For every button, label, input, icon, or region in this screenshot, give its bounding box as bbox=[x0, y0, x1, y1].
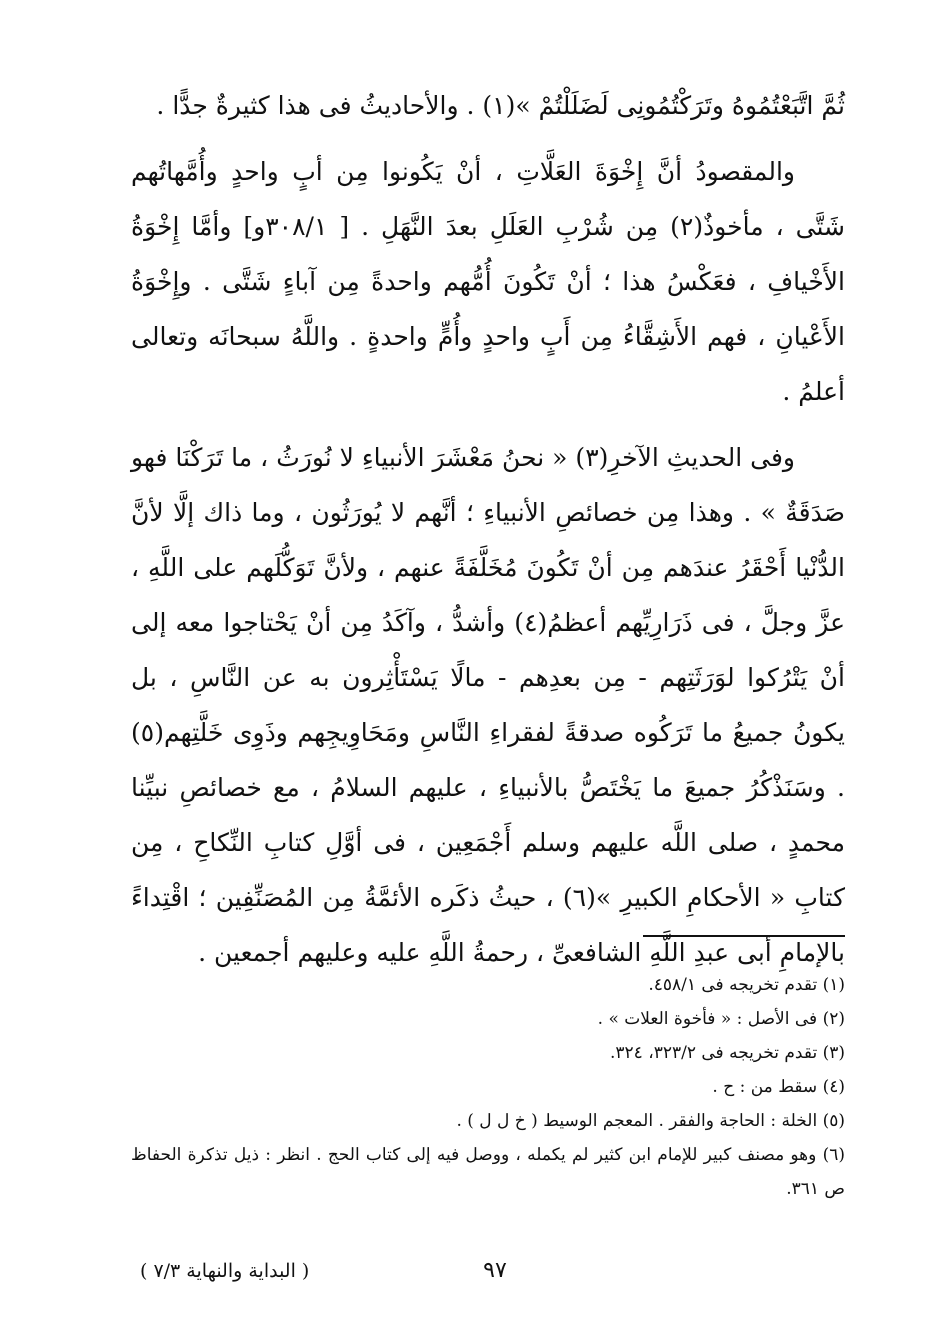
footnote-1: (١) تقدم تخريجه فى ٤٥٨/١. bbox=[648, 975, 845, 995]
footnote-4: (٤) سقط من : ح . bbox=[712, 1077, 845, 1097]
footnote-3: (٣) تقدم تخريجه فى ٣٢٣/٢، ٣٢٤. bbox=[610, 1043, 845, 1063]
footnote-2: (٢) فى الأصل : « فأخوة العلات » . bbox=[597, 1009, 845, 1029]
paragraph-2: والمقصودُ أنَّ إِخْوَةَ العَلَّاتِ ، أنْ يَكُونوا مِن أبٍ واحدٍ وأُمَّهاتُهم شَتَّى ، مأخوذٌ(٢) مِن شُرْبِ العَلَلِ بعدَ النَّهَلِ . [ ٣٠٨/١و] وأمَّا إِخْوَةُ الأَخْيافِ ، فعَكْسُ هذا ؛ أنْ تَكُونَ أُمُّهم واحدةً مِن آباءٍ شَتَّى . وإِخْوَةُ الأَعْيانِ ، فهم الأَشِقَّاءُ مِن أَبٍ واحدٍ وأُمٍّ واحدةٍ . واللَّهُ سبحانَه وتعالى أعلمُ . bbox=[131, 157, 845, 406]
footnotes bbox=[131, 968, 845, 1206]
footnote-6: (٦) وهو مصنف كبير للإمام ابن كثير لم يكمله ، ووصل فيه إلى كتاب الحج . انظر : ذيل تذكرة الحفاظ ص ٣٦١. bbox=[131, 1145, 845, 1199]
main-text bbox=[131, 78, 845, 991]
page-number: ٩٧ bbox=[483, 1258, 507, 1283]
footnote-5: (٥) الخلة : الحاجة والفقر . المعجم الوسيط ( خ ل ل ) . bbox=[456, 1111, 845, 1131]
page-footer bbox=[0, 1258, 937, 1298]
running-footer-title: ( البداية والنهاية ٧/٣ ) bbox=[140, 1260, 310, 1282]
paragraph-3: وفى الحديثِ الآخرِ(٣) « نحنُ مَعْشَرَ الأنبياءِ لا نُورَثُ ، ما تَرَكْنَا فهو صَدَقَةٌ » . وهذا مِن خصائصِ الأنبياءِ ؛ أنَّهم لا يُورَثُون ، وما ذاك إلَّا لأنَّ الدُّنْيا أَحْقَرُ عندَهم مِن أنْ تَكُونَ مُخَلَّفَةً عنهم ، ولأنَّ تَوَكُّلَهم على اللَّهِ ، عزَّ وجلَّ ، فى ذَرَارِيِّهم أعظمُ(٤) وأشدُّ ، وآكَدُ مِن أنْ يَحْتاجوا معه إلى أنْ يَتْرُكوا لوَرَثَتِهم - مِن بعدِهم - مالًا يَسْتَأْثِرون به عن النَّاسِ ، بل يكونُ جميعُ ما تَرَكُوه صدقةً لفقراءِ النَّاسِ ومَحَاوِيجِهم وذَوِى خَلَّتِهم(٥) . وسَنَذْكُرُ جميعَ ما يَخْتَصُّ بالأنبياءِ ، عليهم السلامُ ، مع خصائصِ نبيِّنا محمدٍ ، صلى اللَّه عليهم وسلم أَجْمَعِين ، فى أوَّلِ كتابِ النِّكاحِ ، مِن كتابِ « الأحكامِ الكبيرِ »(٦) ، حيثُ ذكَره الأئمَّةُ مِن المُصَنِّفِين ؛ اقْتِداءً بالإمامِ أبى عبدِ اللَّهِ الشافعىِّ ، رحمةُ اللَّهِ عليه وعليهم أجمعين . bbox=[131, 443, 845, 967]
footnote-separator bbox=[643, 935, 845, 937]
paragraph-1: ثُمَّ اتَّبَعْتُمُوهُ وتَرَكْتُمُونِى لَضَلَلْتُمْ »(١) . والأحاديثُ فى هذا كثيرةٌ جدًّا . bbox=[156, 91, 845, 120]
